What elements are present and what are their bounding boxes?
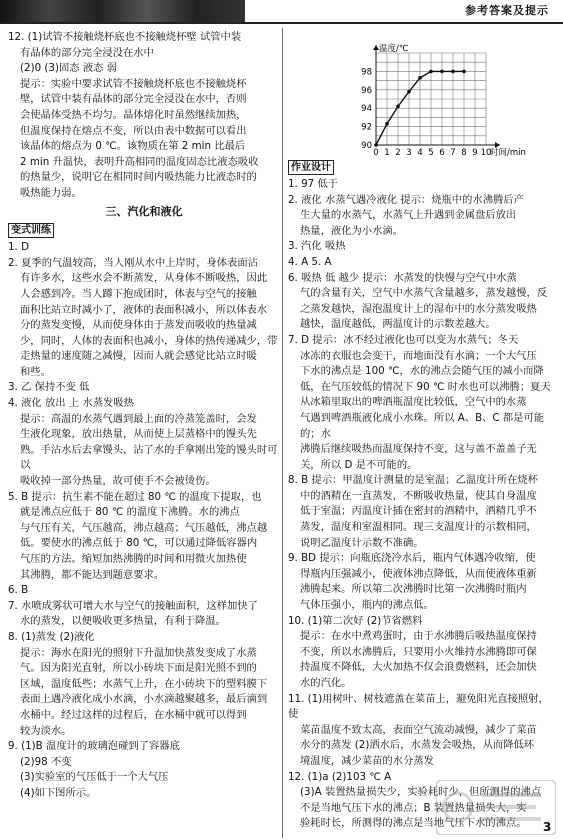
decorative-banner-image (0, 0, 245, 22)
answer-line: 吸收掉一部分热量，故可使手不会被烫伤。 (20, 475, 216, 488)
answer-line: 提示：在水中煮鸡蛋时，由于水沸腾后吸热温度保持 (300, 630, 537, 643)
answer-line: 水的汽化。 (300, 677, 352, 689)
answer-line: 少，同时，人体的表面积也减小，身体的热传递减少，带 (20, 334, 278, 347)
answer-line: 其沸腾，都不能达到题意要求。 (20, 568, 165, 581)
answer-line: 1. D (8, 241, 30, 254)
x-tick-label: 6 (439, 148, 445, 158)
answer-line: 分的蒸发变慢，从而使身体由于蒸发而吸收的热量减 (20, 319, 257, 332)
answer-line: 气压的方法。缩短加热沸腾的时间和用微火加热使 (20, 553, 247, 565)
x-tick-label: 5 (428, 148, 434, 158)
answer-line: 但温度保持在熔点不变，所以由表中数据可以看出 (20, 124, 247, 137)
section-tag: 变式训练 (8, 223, 54, 238)
answer-line: 12. (1)试管不接触烧杯底也不接触烧杯壁 试管中装 (8, 31, 242, 43)
answer-line: 4. 液化 放出 上 水蒸发吸热 (8, 397, 134, 410)
right-column-answers (288, 158, 556, 832)
answer-line: 10. (1)第二次好 (2)节省燃料 (288, 614, 423, 627)
data-point (462, 70, 466, 74)
data-point (451, 70, 455, 74)
answer-line: 低。要使水的沸点低于 80 ℃，可以通过降低容器内 (20, 537, 258, 550)
answer-line: 验耗时长，所测得的沸点是当地气压下水的沸点。 (300, 817, 527, 830)
answer-line: 不变，所以水沸腾后，只要用小火维持水沸腾即可保 (300, 645, 537, 658)
x-tick-label: 8 (461, 148, 467, 158)
page-number: 3 (543, 820, 552, 834)
answer-line: 该晶体的熔点为 0 ℃。该物质在第 2 min 比最后 (20, 140, 246, 153)
answer-line: 吸热能力弱。 (20, 186, 82, 199)
answer-line: (3)实验室的气压低于一个大气压 (20, 771, 169, 784)
data-point (440, 70, 444, 74)
answer-line: 说明乙温度计示数不准确。 (300, 536, 424, 549)
answer-line: 生大量的水蒸气，水蒸气上升遇到金属盘后放出 (300, 209, 517, 222)
data-point (407, 90, 411, 94)
answer-line: 9. (1)B 温度计的玻璃泡碰到了容器底 (8, 740, 180, 753)
answer-line: 3. 乙 保持不变 低 (8, 381, 90, 394)
header-title: 参考答案及提示 (465, 4, 549, 17)
answer-line: 提示：海水在阳光的照射下升温加快蒸发变成了水蒸 (20, 646, 257, 659)
answer-line: 走热量的速度随之减慢，因而人就会感觉比站立时暖 (20, 350, 257, 363)
answer-line: 沸腾后继续吸热而温度保持不变，这与盖不盖盖子无 (300, 443, 537, 456)
x-tick-label: 0 (373, 148, 379, 158)
y-axis-label: 温度/℃ (379, 44, 409, 54)
answer-line: 2 min 升温快，表明升高相同的温度固态比液态吸收 (20, 155, 259, 168)
data-point (418, 76, 422, 80)
x-tick-label: 3 (406, 148, 412, 158)
answer-line: 之蒸发越快，湿泡温度计上的湿布中的水分蒸发吸热 (300, 302, 537, 315)
left-column (8, 30, 280, 802)
answer-line: 气遇到啤酒瓶液化成小水珠。所以 A、B、C 都是可能的；水 (300, 411, 545, 440)
data-point (429, 70, 433, 74)
answer-line: 8. (1)蒸发 (2)液化 (8, 630, 95, 643)
answer-line: 冰冻的衣服也会变干，而地面没有水滴；一个大气压 (300, 349, 537, 362)
answer-line: 沸腾起来。所以第二次沸腾时比第一次沸腾时瓶内 (300, 583, 527, 596)
x-tick-label: 4 (417, 148, 423, 158)
y-tick-label: 90 (361, 141, 372, 151)
x-tick-label: 9 (472, 148, 478, 158)
answer-line: 气体压强小，瓶内的沸点低。 (300, 599, 434, 612)
answer-line: 提示：实验中要求试管不接触烧杯底也不接触烧杯 (20, 77, 247, 90)
answer-line: 气。因为阳光直射，所以小砖块下面是阳光照不到的 (20, 662, 257, 675)
answer-line: 得瓶内压强减小，使液体沸点降低，从而使液体重新 (300, 567, 537, 580)
answer-line: 水分的蒸发 (2)洒水后，水蒸发会吸热，从而降低环 (300, 739, 535, 752)
header-divider (0, 22, 563, 24)
chart-svg (288, 30, 556, 158)
answer-line: 水桶中。经过这样的过程后，在水桶中就可以得到 (20, 708, 247, 721)
answer-line: 蒸发，温度和室温相同。现三支温度计的示数相同， (300, 521, 537, 534)
answer-line: (2)98 不变 (20, 755, 72, 768)
data-point (374, 143, 378, 147)
answer-line: (2)0 (3)固态 液态 弱 (20, 62, 118, 75)
right-column (288, 30, 556, 832)
temperature-time-chart (288, 30, 556, 158)
page-header (0, 0, 563, 22)
answer-line: 6. 吸热 低 越少 提示：水蒸发的快慢与空气中水蒸 (288, 271, 517, 284)
answer-line: 与气压有关，气压越高，沸点越高；气压越低，沸点越 (20, 521, 268, 534)
answer-line: 7. 水喷成雾状可增大水与空气的接触面积，这样加快了 (8, 599, 258, 612)
answer-line: 6. B (8, 584, 29, 597)
answer-line: 较为淡水。 (20, 724, 72, 737)
answer-line: 会使晶体受热不均匀。晶体熔化时虽然继续加热， (20, 108, 247, 121)
answer-line: 11. (1)用树叶、树枝遮盖在菜苗上，避免阳光直接照射，使 (288, 692, 549, 721)
answer-line: 7. D 提示：冰不经过液化也可以变为水蒸气；冬天 (288, 333, 519, 346)
answer-line: 区域，温度低些；水蒸气上升，在小砖块下的塑料膜下 (20, 677, 268, 690)
answer-line: 就是沸点应低于 80 ℃ 的温度下沸腾。水的沸点 (20, 506, 240, 519)
answer-line: 气的含量有关，空气中水蒸气含量越多，蒸发越慢，反 (300, 287, 548, 300)
answer-line: 热量，液化为小水滴。 (300, 224, 403, 237)
answer-line: 8. B 提示：甲温度计测量的是室温；乙温度计所在烧杯 (288, 474, 538, 487)
y-tick-label: 92 (361, 122, 372, 133)
answer-line: 下水的沸点是 100 ℃，水的沸点会随气压的减小而降 (300, 365, 544, 378)
answer-line: 人会感到冷。当人蹲下抱成团时，体表与空气的接触 (20, 287, 257, 300)
data-point (385, 122, 389, 126)
answer-line: 2. 液化 水蒸气遇冷液化 提示：烧瓶中的水沸腾后产 (288, 193, 524, 206)
y-tick-label: 98 (361, 67, 372, 78)
answer-line: 越快，温度越低，两温度计的示数差越大。 (300, 318, 496, 331)
x-axis-label: 时间/min (490, 148, 526, 158)
section-tag-row (288, 158, 556, 177)
answer-line: 菜苗温度不致太高，表面空气流动减慢，减少了菜苗 (300, 723, 537, 736)
answer-line: 不是当地气压下水的沸点；B 装置热量损失大，实 (300, 801, 527, 814)
data-point (396, 105, 400, 109)
answer-line: 4. A 5. A (288, 255, 332, 268)
watermark-logo (436, 780, 556, 835)
column-divider (282, 28, 283, 838)
answer-line: 关，所以 D 是不可能的。 (300, 458, 418, 471)
answer-line: 境温度，减少菜苗的水分蒸发 (300, 754, 434, 767)
answer-line: 的热量少，说明它在相同时间内吸热能力比液态时的 (20, 171, 257, 184)
answer-line: 9. BD 提示：向瓶底浇冷水后，瓶内气体遇冷收缩，使 (288, 552, 536, 565)
answer-line: 12. (1)a (2)103 ℃ A (288, 770, 392, 783)
answer-line: 表面上遇冷液化成小水滴，小水滴越聚越多，最后滴到 (20, 693, 268, 706)
answer-line: 壁，试管中装有晶体的部分完全浸没在水中，否则 (20, 93, 247, 106)
answer-line: 持温度不降低，大火加热不仅会浪费燃料，还会加快 (300, 661, 537, 674)
answer-line: 面积比站立时减小了，液体的表面积减小，所以体表水 (20, 303, 268, 316)
section-tag: 作业设计 (288, 160, 334, 175)
x-tick-label: 7 (450, 148, 456, 158)
answer-line: 生液化现象，放出热量，从而使上层蒸格中的馒头先 (20, 428, 257, 441)
answer-line: 有晶体的部分完全浸没在水中 (20, 46, 154, 59)
answer-line: 低于室温；丙温度计插在密封的酒精中，酒精几乎不 (300, 505, 537, 518)
answer-line: 2. 夏季的气温较高，当人刚从水中上岸时，身体表面沾 (8, 256, 258, 269)
x-tick-label: 10 (480, 148, 492, 158)
answer-line: 从冰箱里取出的啤酒瓶温度比较低，空气中的水蒸 (300, 396, 527, 409)
answer-line: 5. B 提示：抗生素不能在超过 80 ℃ 的温度下提取，也 (8, 490, 262, 503)
answer-line: 有许多水，这些水会不断蒸发，从身体不断吸热，因此 (20, 272, 268, 285)
answer-line: (4)如下图所示。 (20, 786, 97, 799)
x-tick-label: 2 (395, 148, 401, 158)
answer-line: 低，在气压较低的情况下 90 ℃ 时水也可以沸腾；夏天 (300, 380, 551, 393)
answer-line: 3. 汽化 吸热 (288, 240, 346, 253)
section-heading: 三、汽化和液化 (105, 204, 183, 218)
section-tag-row (8, 221, 280, 240)
answer-line: (3)A 装置热量损失少，实验耗时少，但所测得的沸点 (300, 786, 542, 799)
y-tick-label: 96 (361, 85, 372, 96)
answer-line: 水的蒸发，以便吸收更多热量，有利于降温。 (20, 615, 226, 628)
y-tick-label: 94 (361, 104, 372, 115)
answer-line: 熟。手沾水后去拿馒头，沾了水的手拿刚出笼的馒头时可以 (20, 443, 278, 472)
answer-line: 和些。 (20, 365, 51, 378)
x-tick-label: 1 (384, 148, 390, 158)
answer-line: 1. 97 低于 (288, 178, 339, 190)
answer-line: 中的酒精在一直蒸发，不断吸收热量，使其自身温度 (300, 489, 537, 502)
answer-line: 提示：高温的水蒸气遇到最上面的冷蒸笼盖时，会发 (20, 412, 257, 425)
